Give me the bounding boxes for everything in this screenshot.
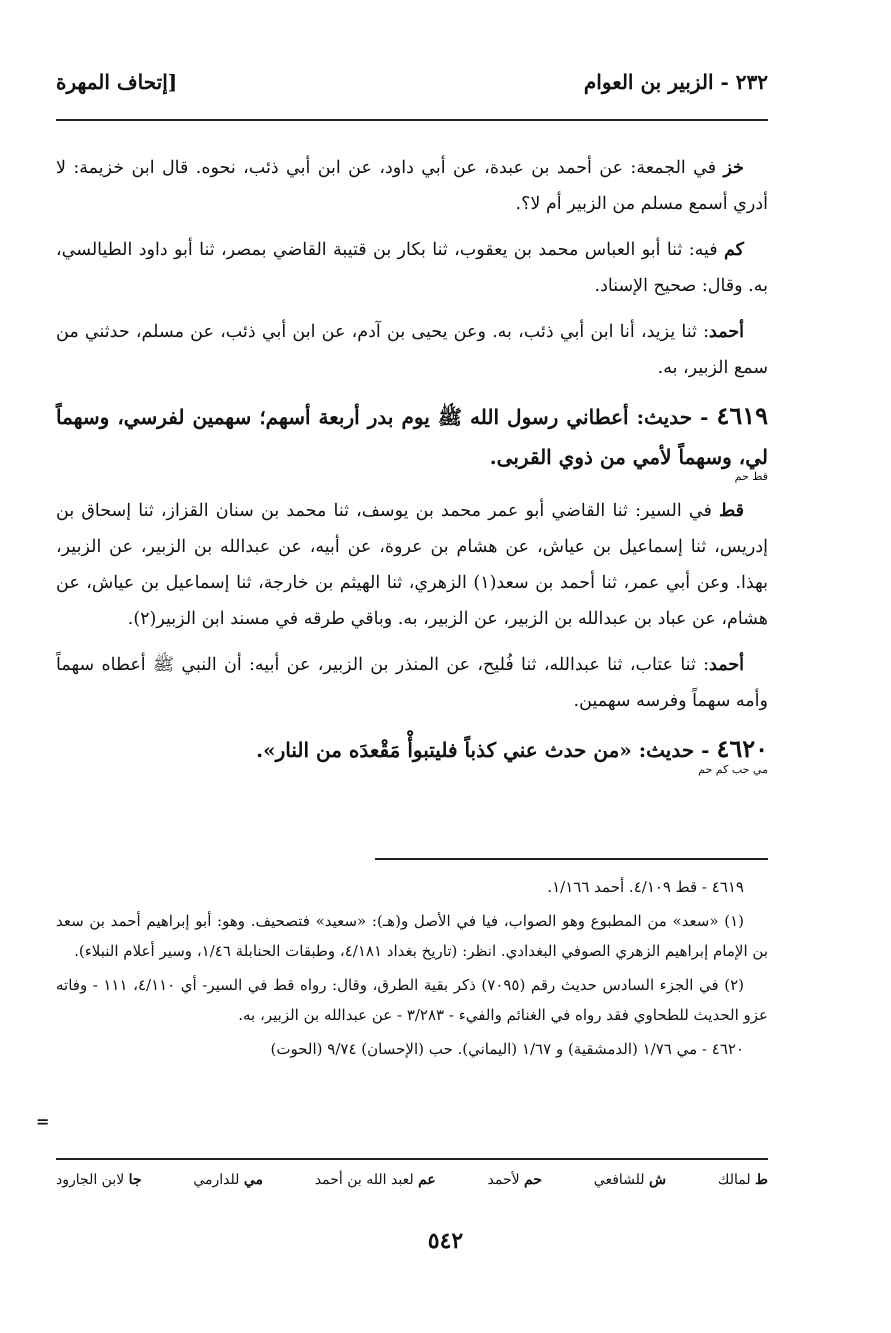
hadith-4619 [56, 396, 768, 483]
paragraph-khuz [56, 150, 768, 222]
header-book-title: [إتحاف المهرة [56, 70, 178, 94]
header-divider [56, 119, 768, 121]
page-number: ٥٤٢ [427, 1228, 464, 1254]
legend-item: عم لعبد الله بن أحمد [314, 1172, 436, 1188]
paragraph-text: في الجمعة: عن أحمد بن عبدة، عن أبي داود، عن ابن أبي ذئب، نحوه. قال ابن خزيمة: لا أدري أسمع مسلم من الزبير أم لا؟. [56, 158, 768, 214]
footnote-4619: ٤٦١٩ - قط ٤/١٠٩. أحمد ١/١٦٦. [547, 878, 744, 896]
hadith-number: ٤٦٢٠ [716, 734, 768, 763]
source-code: خز [723, 158, 744, 178]
paragraph-text: في السير: ثنا القاضي أبو عمر محمد بن يوسف، ثنا محمد بن سنان القزاز، ثنا إسحاق بن إدريس، ثنا إسماعيل بن عياش، عن هشام بن عروة، عن أبيه، عن عبدالله بن الزبير، عن الزبير، بهذا. وعن أبي عمر، ثنا أحمد بن سعد(١) الزهري، ثنا الهيثم بن خارجة، ثنا إسماعيل بن عياش، عن هشام، عن عباد بن عبدالله بن الزبير، عن الزبير، به. وباقي طرقه في مسند ابن الزبير(٢). [56, 501, 768, 629]
footnote-4620: ٤٦٢٠ - مي ١/٧٦ (الدمشقية) و ١/٦٧ (اليماني). حب (الإحسان) ٩/٧٤ (الحوت) [270, 1040, 744, 1058]
hadith-number: ٤٦١٩ [716, 401, 768, 430]
hadith-source-codes: قط حم [734, 470, 768, 483]
source-code: قط [719, 501, 744, 521]
legend-item: مي للدارمي [193, 1172, 264, 1188]
footnote-2: (٢) في الجزء السادس حديث رقم (٧٠٩٥) ذكر بقية الطرق، وقال: رواه قط في السير- أي ٤/١١٠، ١١١ - وفاته عزو الحديث للطحاوي فقد رواه في الغنائم والفيء - ٣/٢٨٣ - عن عبدالله بن الزبير، به. [56, 976, 768, 1024]
footnote-divider [375, 858, 768, 860]
source-code: أحمد [709, 655, 744, 675]
paragraph-text: : ثنا يزيد، أنا ابن أبي ذئب، به. وعن يحيى بن آدم، عن ابن أبي ذئب، عن مسلم، حدثني من سمع الزبير، به. [56, 322, 768, 378]
legend-divider [56, 1158, 768, 1160]
legend-item: حم لأحمد [487, 1172, 543, 1188]
paragraph-kam [56, 232, 768, 304]
hadith-source-codes: مي حب كم حم [698, 763, 768, 776]
abbreviation-legend [56, 1172, 768, 1188]
main-text [56, 150, 768, 786]
paragraph-text: فيه: ثنا أبو العباس محمد بن يعقوب، ثنا بكار بن قتيبة القاضي بمصر، ثنا أبو داود الطيالسي، به. وقال: صحيح الإسناد. [56, 240, 768, 296]
paragraph-ahmad-2 [56, 647, 768, 719]
source-code: أحمد [709, 322, 744, 342]
source-code: كم [724, 240, 744, 260]
legend-item: ط لمالك [717, 1172, 768, 1188]
footnote-1: (١) «سعد» من المطبوع وهو الصواب، فيا في الأصل و(هـ): «سعيد» فتصحيف. وهو: أبو إبراهيم أحمد بن سعد بن الإمام إبراهيم الزهري الصوفي البغدادي. انظر: (تاريخ بغداد ٤/١٨١، وطبقات الحنابلة ١/٤٦، وسير أعلام النبلاء). [56, 912, 768, 960]
legend-item: ش للشافعي [593, 1172, 667, 1188]
hadith-text: - حديث: أعطاني رسول الله ﷺ يوم بدر أربعة أسهم؛ سهمين لفرسي، وسهماً لي، وسهماً لأمي من ذوي القربى. [56, 405, 768, 469]
continuation-mark: = [36, 1112, 50, 1131]
footnotes [56, 872, 768, 1068]
header-chapter-title: ٢٣٢ - الزبير بن العوام [583, 70, 768, 94]
hadith-text: - حديث: «من حدث عني كذباً فليتبوأْ مَقْعدَه من النار». [256, 738, 717, 762]
paragraph-text: : ثنا عتاب، ثنا عبدالله، ثنا فُليح، عن المنذر بن الزبير، عن أبيه: أن النبي ﷺ أعطاه سهماً وأمه سهماً وفرسه سهمين. [56, 655, 768, 711]
legend-item: جا لابن الجارود [56, 1172, 142, 1188]
paragraph-ahmad [56, 314, 768, 386]
running-header [56, 70, 768, 110]
hadith-4620 [56, 729, 768, 776]
paragraph-qut [56, 493, 768, 637]
